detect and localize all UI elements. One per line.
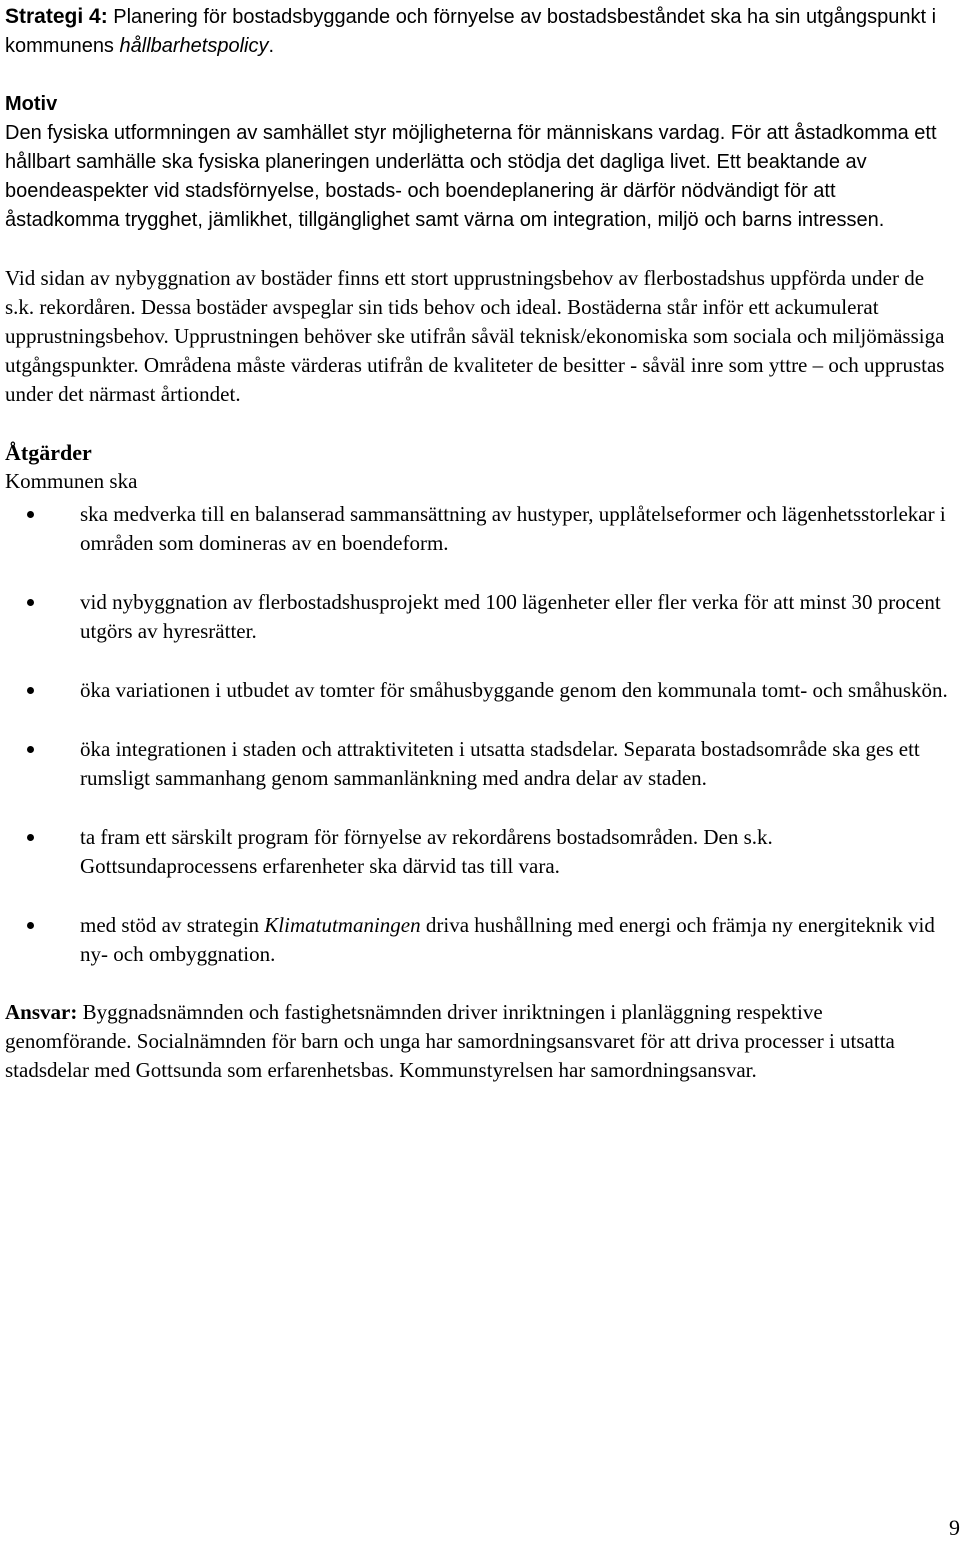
list-item: [5, 588, 950, 646]
bullet-icon: [27, 511, 34, 518]
atgarder-intro: Kommunen ska: [5, 469, 138, 493]
list-item-text: öka variationen i utbudet av tomter för småhusbyggande genom den kommunala tomt- och småhuskön.: [80, 678, 948, 702]
bullet-icon: [27, 922, 34, 929]
strategy-policy: hållbarhetspolicy: [119, 35, 269, 57]
ansvar-label: Ansvar:: [5, 1000, 78, 1024]
motiv-paragraph-1: Den fysiska utformningen av samhället styr möjligheterna för människans vardag. För att åstadkomma ett hållbart samhälle ska fysiska planeringen underlätta och stödja det dagliga livet. Ett beaktande av boendeaspekter vid stadsförnyelse, bostads- och boendeplanering är därför nödvändigt för att åstadkomma trygghet, jämlikhet, tillgänglighet samt värna om integration, miljö och barns intressen.: [5, 122, 937, 231]
ansvar-paragraph: [5, 998, 950, 1085]
strategy-name: Klimatutmaningen: [264, 913, 421, 937]
list-item-text-before: med stöd av strategin: [80, 913, 260, 937]
ansvar-text: Byggnadsnämnden och fastighetsnämnden driver inriktningen i planläggning respektive genomförande. Socialnämnden för barn och unga har samordningsansvaret för att driva processer i utsatta stadsdelar med Gottsunda som erfarenhetsbas. Kommunstyrelsen har samordningsansvar.: [5, 1000, 895, 1082]
list-item: [5, 735, 950, 793]
strategy-label: Strategi 4:: [5, 5, 108, 28]
document-page: [5, 0, 950, 1085]
list-item-text: vid nybyggnation av flerbostadshusprojekt med 100 lägenheter eller fler verka för att minst 30 procent utgörs av hyresrätter.: [80, 590, 941, 643]
atgarder-heading: Åtgärder: [5, 440, 92, 465]
list-item-text-after: driva hushållning med energi och främja ny energiteknik vid ny- och ombyggnation.: [80, 913, 935, 966]
list-item-text: öka integrationen i staden och attraktiviteten i utsatta stadsdelar. Separata bostadsområde ska ges ett rumsligt sammanhang genom sammanlänkning med andra delar av staden.: [80, 737, 920, 790]
list-item-text: ta fram ett särskilt program för förnyelse av rekordårens bostadsområden. Den s.k. Gottsundaprocessens erfarenheter ska därvid tas till vara.: [80, 825, 773, 878]
motiv-paragraph-2: Vid sidan av nybyggnation av bostäder finns ett stort upprustningsbehov av flerbostadshus uppförda under de s.k. rekordåren. Dessa bostäder avspeglar sin tids behov och ideal. Bostäderna står inför ett ackumulerat upprustningsbehov. Upprustningen behöver ske utifrån såväl teknisk/ekonomiska som sociala och miljömässiga utgångspunkter. Områdena måste värderas utifrån de kvaliteter de besitter - såväl inre som yttre – och upprustas under det närmast årtiondet.: [5, 266, 945, 406]
strategy-statement: [5, 2, 950, 61]
strategy-text: Planering för bostadsbyggande och förnyelse av bostadsbeståndet ska ha sin utgångspunkt i kommunens: [5, 6, 937, 57]
strategy-end: .: [268, 35, 275, 57]
page-number: 9: [949, 1515, 960, 1540]
list-item: [5, 500, 950, 558]
list-item: [5, 911, 950, 969]
list-item-text: ska medverka till en balanserad sammansättning av hustyper, upplåtelseformer och lägenhetsstorlekar i områden som domineras av en boendeform.: [80, 502, 946, 555]
bullet-icon: [27, 746, 34, 753]
bullet-icon: [27, 687, 34, 694]
motiv-heading: Motiv: [5, 93, 58, 115]
bullet-icon: [27, 834, 34, 841]
list-item: [5, 676, 950, 705]
list-item: [5, 823, 950, 881]
bullet-icon: [27, 599, 34, 606]
action-list: [5, 500, 950, 969]
